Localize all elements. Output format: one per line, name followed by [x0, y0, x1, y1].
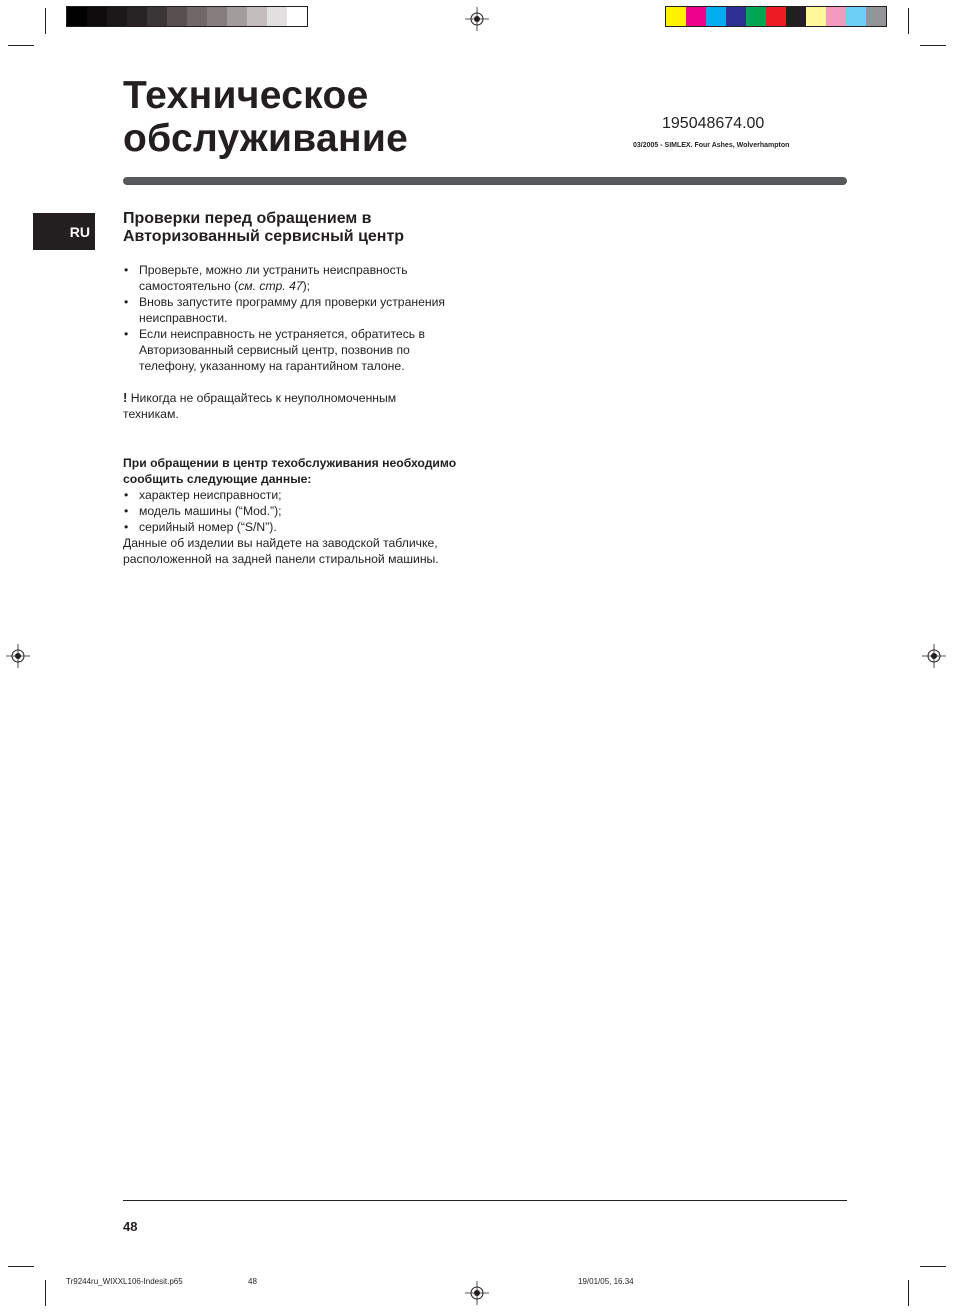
section-heading-line: Проверки перед обращением в: [123, 210, 372, 227]
color-swatch: [207, 7, 227, 26]
section-heading-line: Авторизованный сервисный центр: [123, 228, 405, 245]
gray-calibration-bar: [66, 6, 308, 27]
document-code: 195048674.00: [662, 115, 765, 132]
check-steps: [123, 262, 463, 374]
page-reference: см. стр. 47: [238, 279, 303, 293]
page-number: 48: [123, 1219, 138, 1234]
list-item: • Вновь запустите программу для проверки устранения неисправности.: [123, 294, 463, 326]
color-swatch: [107, 7, 127, 26]
warning-text: Никогда не обращайтесь к неуполномоченным техникам.: [123, 391, 397, 421]
slug-date: 19/01/05, 16.34: [578, 1277, 634, 1286]
contact-note: Данные об изделии вы найдете на заводской табличке, расположенной на задней панели стиральной машины.: [123, 536, 439, 566]
color-swatch: [686, 7, 706, 26]
list-item: • Если неисправность не устраняется, обратитесь в Авторизованный сервисный центр, позвонив по телефону, указанному на гарантийном талоне.: [123, 326, 463, 374]
list-item: • характер неисправности;: [123, 487, 463, 503]
color-swatch: [167, 7, 187, 26]
footer-rule: [123, 1200, 847, 1201]
document-source: 03/2005 - SIMLEX. Four Ashes, Wolverhampton: [633, 142, 790, 149]
color-swatch: [87, 7, 107, 26]
color-swatch: [766, 7, 786, 26]
color-swatch: [786, 7, 806, 26]
warning-note: [123, 390, 453, 422]
color-swatch: [127, 7, 147, 26]
color-swatch: [67, 7, 87, 26]
slug-file: Tr9244ru_WIXXL106-Indesit.p65: [66, 1277, 183, 1286]
warning-icon: !: [123, 390, 128, 405]
list-item: • серийный номер (“S/N”).: [123, 519, 463, 535]
header-rule: [123, 177, 847, 185]
slug-page: 48: [248, 1277, 257, 1286]
registration-mark-icon: [465, 1281, 489, 1305]
color-swatch: [247, 7, 267, 26]
contact-info: [123, 455, 463, 567]
color-swatch: [267, 7, 287, 26]
color-swatch: [726, 7, 746, 26]
page-title-line: обслуживание: [123, 117, 409, 160]
list-item: • Проверьте, можно ли устранить неисправность самостоятельно (см. стр. 47);: [123, 262, 463, 294]
page-title: [123, 74, 583, 160]
color-swatch: [227, 7, 247, 26]
registration-mark-icon: [465, 7, 489, 31]
color-swatch: [706, 7, 726, 26]
color-swatch: [666, 7, 686, 26]
list-item: • модель машины (“Mod.”);: [123, 503, 463, 519]
color-swatch: [806, 7, 826, 26]
color-swatch: [746, 7, 766, 26]
section-heading: [123, 210, 483, 246]
color-calibration-bar: [665, 6, 887, 27]
color-swatch: [187, 7, 207, 26]
registration-mark-icon: [6, 644, 30, 668]
color-swatch: [147, 7, 167, 26]
page-title-line: Техническое: [123, 74, 369, 117]
registration-mark-icon: [922, 644, 946, 668]
color-swatch: [826, 7, 846, 26]
language-label: RU: [69, 224, 90, 240]
contact-lead: При обращении в центр техобслуживания необходимо сообщить следующие данные:: [123, 456, 457, 486]
color-swatch: [846, 7, 866, 26]
language-tab: [33, 213, 95, 250]
color-swatch: [287, 7, 307, 26]
color-swatch: [866, 7, 886, 26]
